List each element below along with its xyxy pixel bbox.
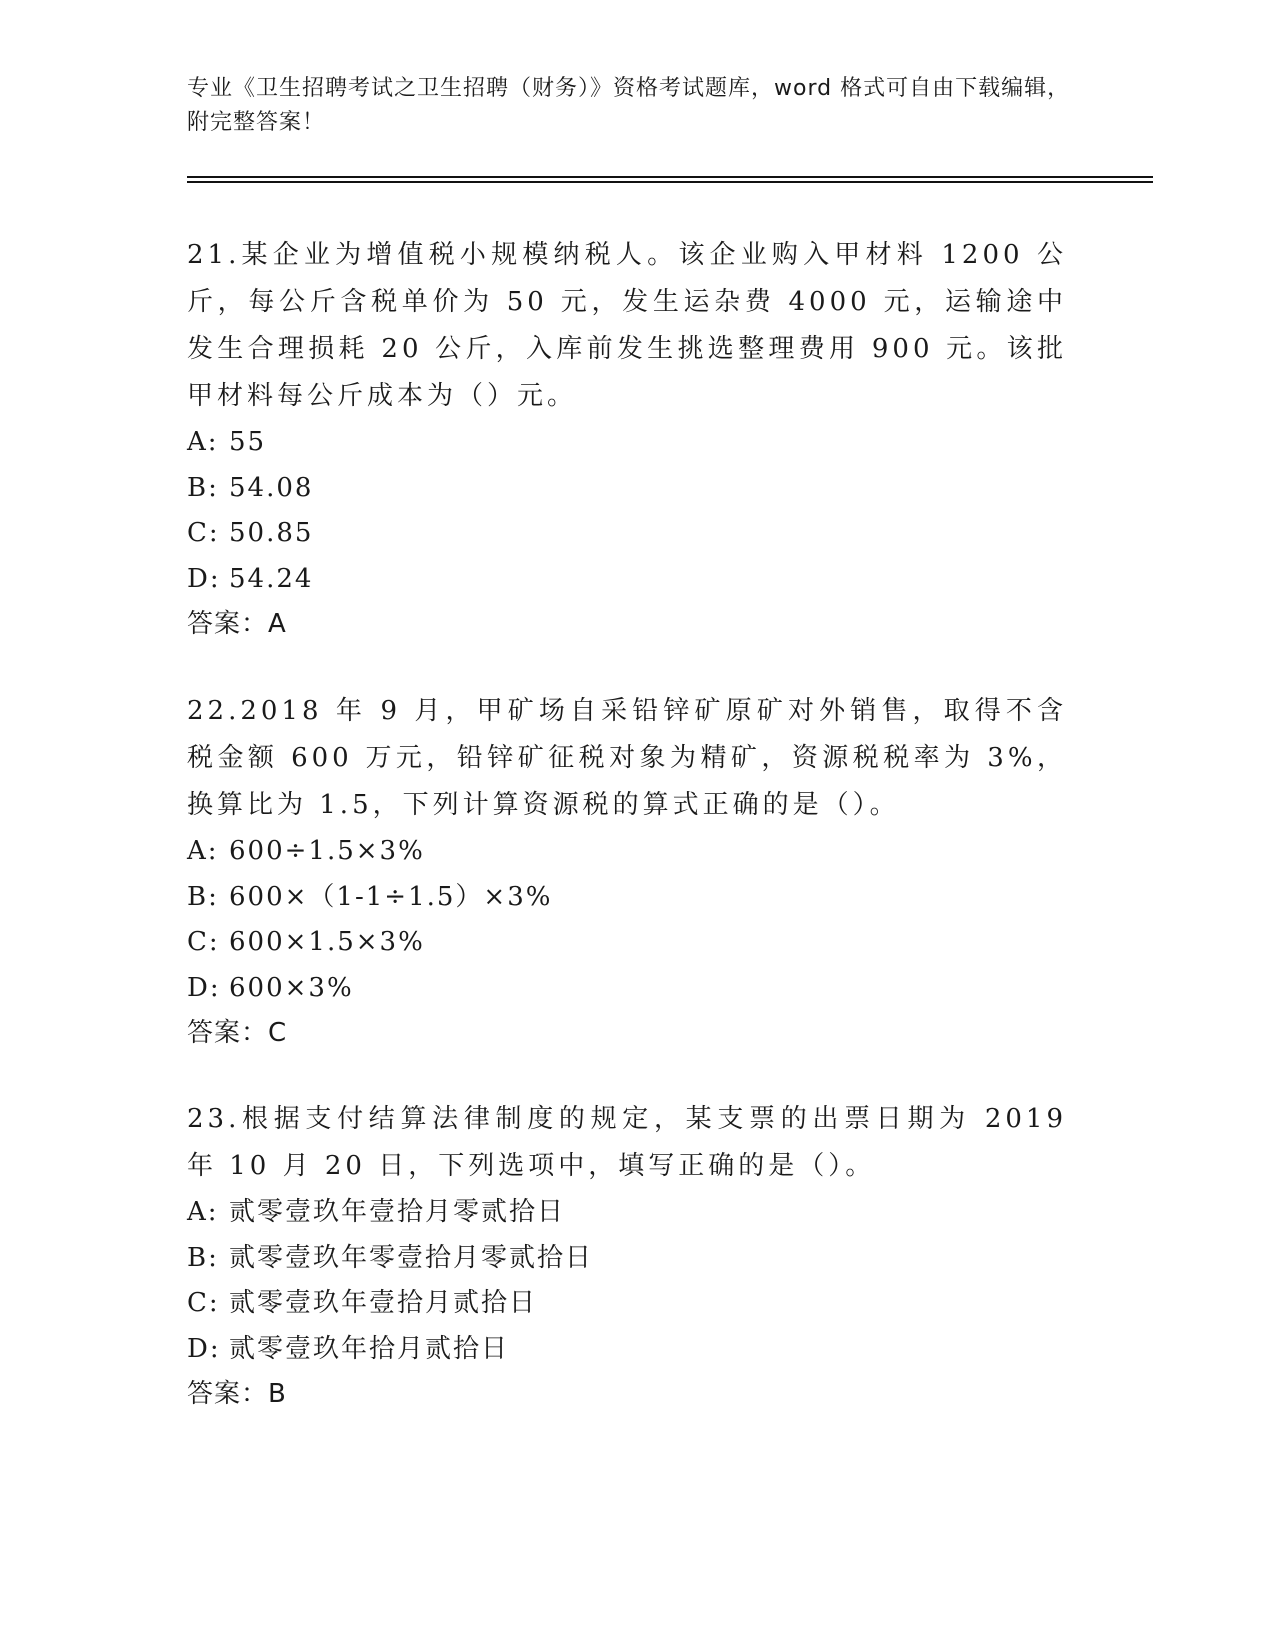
- option-text: 贰零壹玖年拾月贰拾日: [229, 1333, 510, 1364]
- option-text: 50.85: [229, 518, 314, 548]
- option-a: [187, 829, 1067, 875]
- header-divider-bottom: [187, 181, 1153, 183]
- question-stem: 23.根据支付结算法律制度的规定，某支票的出票日期为 2019 年 10 月 20 日，下列选项中，填写正确的是（）。: [187, 1104, 1067, 1181]
- option-d: [187, 1327, 1067, 1373]
- option-key: D:: [187, 1333, 221, 1364]
- option-text: 贰零壹玖年零壹拾月零贰拾日: [229, 1242, 594, 1273]
- option-b: [187, 466, 1067, 512]
- option-key: B:: [187, 472, 219, 503]
- option-text: 600×1.5×3%: [229, 927, 425, 957]
- option-text: 贰零壹玖年壹拾月零贰拾日: [229, 1197, 566, 1227]
- document-header: [187, 72, 1087, 140]
- option-key: C:: [187, 1288, 220, 1318]
- option-key: D:: [187, 563, 221, 594]
- option-c: [187, 511, 1067, 557]
- option-c: [187, 1281, 1067, 1327]
- option-d: [187, 966, 1067, 1012]
- option-b: [187, 1236, 1067, 1282]
- option-text: 55: [229, 427, 267, 457]
- option-key: B:: [187, 1242, 219, 1273]
- option-key: B:: [187, 881, 219, 912]
- answer-line: 答案：B: [187, 1379, 287, 1409]
- option-key: D:: [187, 972, 221, 1003]
- option-key: C:: [187, 518, 220, 548]
- option-text: 贰零壹玖年壹拾月贰拾日: [229, 1288, 538, 1318]
- option-a: [187, 420, 1067, 466]
- option-text: 600×（1-1÷1.5）×3%: [229, 881, 553, 912]
- option-key: A:: [187, 427, 219, 457]
- question-stem: 22.2018 年 9 月，甲矿场自采铅锌矿原矿对外销售，取得不含税金额 600 万元，铅锌矿征税对象为精矿，资源税税率为 3%，换算比为 1.5，下列计算资源税的算式正确的是（）。: [187, 696, 1067, 820]
- option-text: 54.08: [229, 472, 314, 503]
- option-a: [187, 1190, 1067, 1236]
- question-21: [187, 232, 1067, 648]
- question-23: [187, 1096, 1067, 1418]
- option-d: [187, 557, 1067, 603]
- question-stem: 21.某企业为增值税小规模纳税人。该企业购入甲材料 1200 公斤，每公斤含税单价为 50 元，发生运杂费 4000 元，运输途中发生合理损耗 20 公斤，入库前发生挑选整理费用 900 元。该批甲材料每公斤成本为（）元。: [187, 240, 1067, 411]
- option-key: C:: [187, 927, 220, 957]
- option-text: 600÷1.5×3%: [229, 836, 425, 866]
- option-text: 600×3%: [229, 972, 354, 1003]
- option-text: 54.24: [229, 563, 314, 594]
- option-b: [187, 875, 1067, 921]
- option-c: [187, 920, 1067, 966]
- question-22: [187, 688, 1067, 1057]
- option-key: A:: [187, 836, 219, 866]
- option-key: A:: [187, 1197, 219, 1227]
- header-text: 专业《卫生招聘考试之卫生招聘（财务）》资格考试题库，word 格式可自由下载编辑，附完整答案！: [187, 76, 1071, 135]
- header-divider-top: [187, 176, 1153, 178]
- answer-line: 答案：A: [187, 609, 287, 639]
- answer-line: 答案：C: [187, 1018, 288, 1048]
